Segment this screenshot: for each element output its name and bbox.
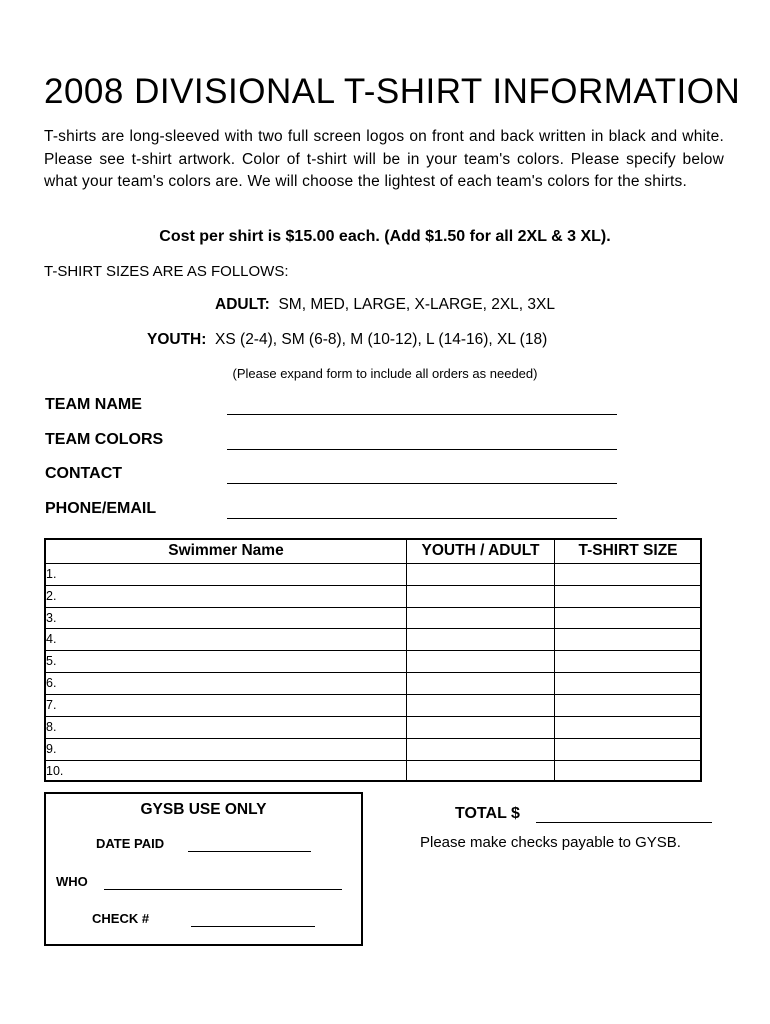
expand-note: (Please expand form to include all orders as needed) [232,366,538,381]
row-divider [46,760,701,761]
row-number: 4. [46,632,57,646]
cost-statement: Cost per shirt is $15.00 each. (Add $1.50 for all 2XL & 3 XL). [159,228,611,245]
row-number: 6. [46,676,57,690]
row-divider [46,672,701,673]
row-number: 1. [46,567,57,581]
adult-sizes [0,296,770,314]
tshirt-size-header: T-SHIRT SIZE [578,542,678,559]
youth-adult-header: YOUTH / ADULT [421,542,540,559]
team-colors-label: TEAM COLORS [45,431,164,448]
youth-label: YOUTH: [147,331,207,348]
swimmer-name-header: Swimmer Name [168,542,284,559]
who-field[interactable] [104,888,342,890]
youth-size-list: XS (2-4), SM (6-8), M (10-12), L (14-16), XL (18) [215,331,548,348]
column-divider [406,540,407,781]
check-number-label: CHECK # [92,911,150,926]
date-paid-field[interactable] [188,850,311,852]
page-title: 2008 DIVISIONAL T-SHIRT INFORMATION [44,72,741,111]
row-number: 3. [46,611,57,625]
row-divider [46,607,701,608]
row-number: 10. [46,764,64,778]
row-divider [46,563,701,564]
team-colors-field[interactable] [227,448,617,450]
adult-label: ADULT: [215,296,270,313]
row-number: 8. [46,720,57,734]
row-divider [46,628,701,629]
row-number: 7. [46,698,57,712]
total-label: TOTAL $ [455,805,520,822]
row-number: 2. [46,589,57,603]
total-field[interactable] [536,821,712,823]
phone-email-label: PHONE/EMAIL [45,500,157,517]
date-paid-label: DATE PAID [96,836,165,851]
adult-size-list: SM, MED, LARGE, X-LARGE, 2XL, 3XL [278,296,555,313]
youth-sizes [147,331,547,349]
roster-table [44,538,702,782]
team-name-label: TEAM NAME [45,396,142,413]
row-divider [46,585,701,586]
row-divider [46,694,701,695]
check-number-field[interactable] [191,925,315,927]
contact-label: CONTACT [45,465,123,482]
sizes-heading: T-SHIRT SIZES ARE AS FOLLOWS: [44,263,289,280]
row-divider [46,716,701,717]
row-number: 9. [46,742,57,756]
column-divider [554,540,555,781]
checks-payable-note: Please make checks payable to GYSB. [420,834,681,851]
row-divider [46,650,701,651]
who-label: WHO [56,874,88,889]
team-name-field[interactable] [227,413,617,415]
contact-field[interactable] [227,482,617,484]
row-divider [46,738,701,739]
gysb-title: GYSB USE ONLY [140,801,267,818]
intro-paragraph: T-shirts are long-sleeved with two full screen logos on front and back written in black and white. Please see t-shirt artwork. Color of t-shirt will be in your team's colors. Please specify below what your team's colors are. We will choose the lightest of each team's colors for the shirts. [44,128,724,190]
row-number: 5. [46,654,57,668]
phone-email-field[interactable] [227,517,617,519]
